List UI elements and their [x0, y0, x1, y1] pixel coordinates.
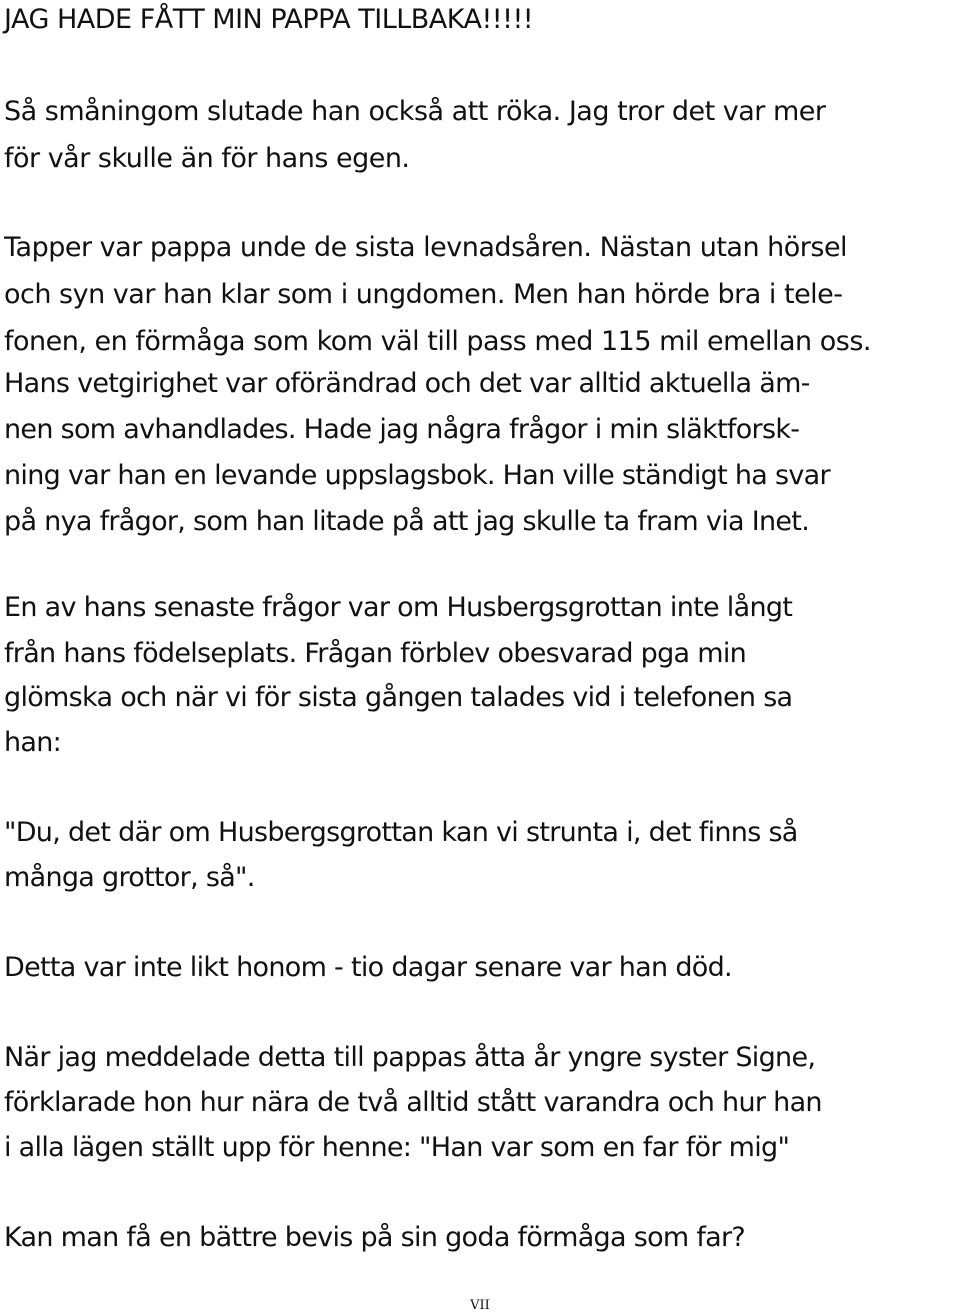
paragraph-line: han: — [4, 727, 62, 758]
paragraph-line: En av hans senaste frågor var om Husbergsgrottan inte långt — [4, 592, 793, 623]
paragraph-line: ning var han en levande uppslagsbok. Han ville ständigt ha svar — [4, 460, 830, 491]
paragraph-line: Detta var inte likt honom - tio dagar senare var han död. — [4, 952, 732, 983]
paragraph-line: för vår skulle än för hans egen. — [4, 143, 410, 174]
paragraph-line: många grottor, så". — [4, 862, 255, 893]
paragraph-line: nen som avhandlades. Hade jag några frågor i min släktforsk- — [4, 414, 800, 445]
paragraph-line: När jag meddelade detta till pappas åtta år yngre syster Signe, — [4, 1042, 816, 1073]
paragraph-line: Hans vetgirighet var oförändrad och det var alltid aktuella äm- — [4, 368, 810, 399]
paragraph-line: Kan man få en bättre bevis på sin goda förmåga som far? — [4, 1222, 746, 1253]
paragraph-line: och syn var han klar som i ungdomen. Men han hörde bra i tele- — [4, 279, 843, 310]
page-number: VII — [470, 1298, 490, 1313]
paragraph-line: i alla lägen ställt upp för henne: "Han var som en far för mig" — [4, 1132, 790, 1163]
paragraph-line: Tapper var pappa unde de sista levnadsåren. Nästan utan hörsel — [4, 232, 848, 263]
paragraph-line: förklarade hon hur nära de två alltid stått varandra och hur han — [4, 1087, 822, 1118]
paragraph-line: på nya frågor, som han litade på att jag skulle ta fram via Inet. — [4, 506, 810, 537]
paragraph-line: Så småningom slutade han också att röka. Jag tror det var mer — [4, 96, 826, 127]
paragraph-line: fonen, en förmåga som kom väl till pass med 115 mil emellan oss. — [4, 326, 871, 357]
document-title: JAG HADE FÅTT MIN PAPPA TILLBAKA!!!!! — [4, 4, 534, 35]
paragraph-line: från hans födelseplats. Frågan förblev obesvarad pga min — [4, 638, 747, 669]
paragraph-line: glömska och när vi för sista gången talades vid i telefonen sa — [4, 682, 793, 713]
paragraph-line: "Du, det där om Husbergsgrottan kan vi strunta i, det finns så — [4, 817, 798, 848]
